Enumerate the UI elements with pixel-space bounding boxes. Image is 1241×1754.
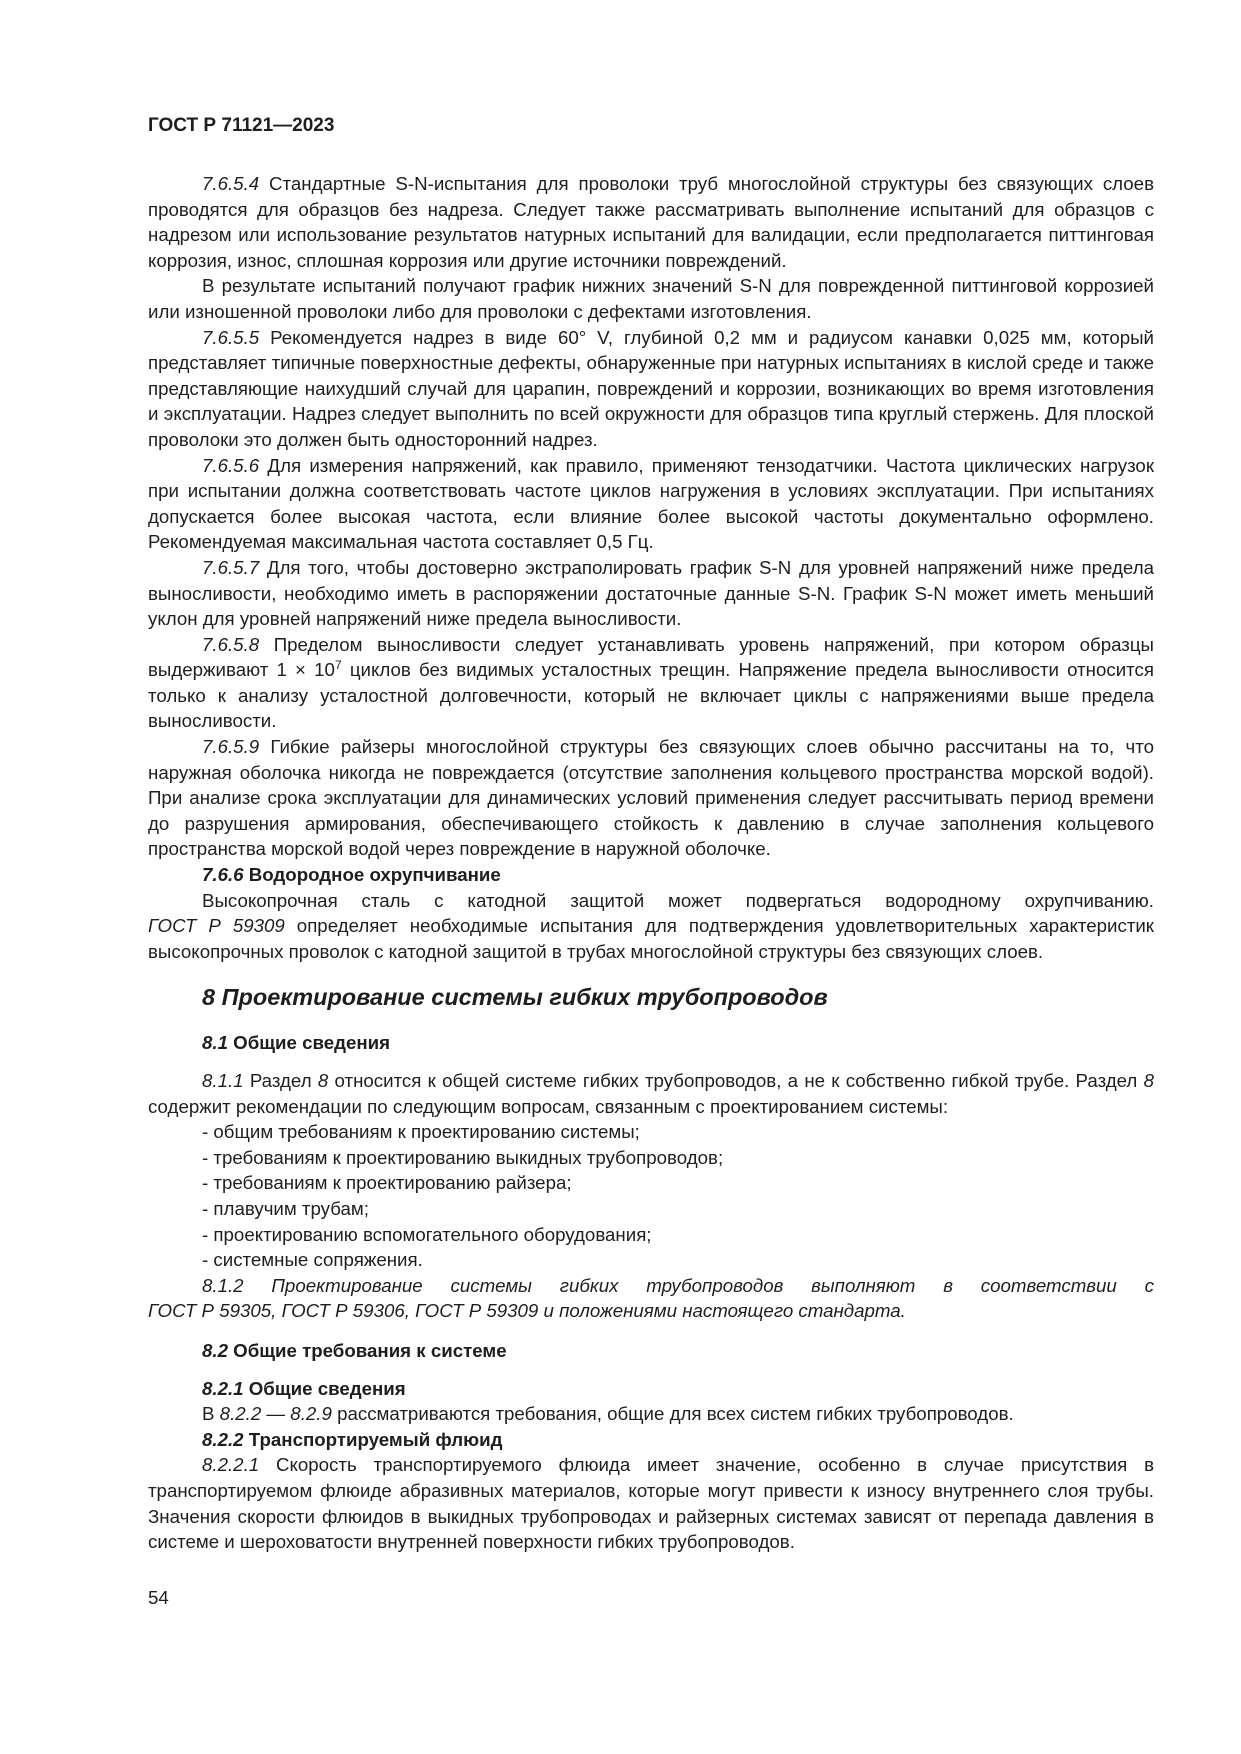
paragraph-7-6-5-7: 7.6.5.7 Для того, чтобы достоверно экстраполировать график S-N для уровней напряжений ниже предела выносливости, необходимо иметь в распоряжении достаточные данные S-N. График S-N может иметь меньший уклон для уровней напряжений ниже предела выносливости. — [148, 556, 1154, 630]
paragraph-7-6-5-4-result: В результате испытаний получают график нижних значений S-N для поврежденной питтинговой коррозией или изношенной проволоки либо для проволоки с дефектами изготовления. — [148, 275, 1154, 322]
heading-8-2-2: 8.2.2 Транспортируемый флюид — [202, 1428, 503, 1450]
clause-number: 7.6.6 — [202, 864, 244, 886]
exponent: 7 — [334, 658, 342, 673]
paragraph-7-6-5-6: 7.6.5.6 Для измерения напряжений, как правило, применяют тензодатчики. Частота циклических нагрузок при испытании должна соответствовать частоте циклов нагружения в условиях эксплуатации. При испытаниях допускается более высокая частота, если влияние более высокой частоты документально оформлено. Рекомендуемая максимальная частота составляет 0,5 Гц. — [148, 454, 1154, 553]
clause-number: 8.1.1 — [202, 1070, 244, 1091]
paragraph-8-1-1: 8.1.1 Раздел 8 относится к общей системе гибких трубопроводов, а не к собственно гибкой трубе. Раздел 8 содержит рекомендации по следующим вопросам, связанным с проектированием системы: — [148, 1070, 1154, 1117]
document-body — [148, 171, 1154, 1555]
paragraph-7-6-5-4: 7.6.5.4 Стандартные S-N-испытания для проволоки труб многослойной структуры без связующих слоев проводятся для образцов без надреза. Следует также рассматривать выполнение испытаний для образцов с надрезом или использование результатов натурных испытаний для валидации, если предполагается питтинговая коррозия, износ, сплошная коррозия или другие источники повреждений. — [148, 173, 1154, 271]
heading-7-6-6: 7.6.6 Водородное охрупчивание — [202, 864, 501, 886]
list-item: - требованиям к проектированию выкидных трубопроводов; — [202, 1146, 724, 1168]
paragraph-7-6-5-8: 7.6.5.8 Пределом выносливости следует устанавливать уровень напряжений, при котором образцы выдерживают $1 \times 10^7$ циклов без видимых усталостных трещин. Напряжение предела выносливости относится только к анализу усталостной долговечности, который не включает циклы с напряжениями выше предела выносливости. — [148, 633, 1154, 732]
clause-reference: 8.2.2 — 8.2.9 — [219, 1403, 332, 1425]
paragraph-7-6-5-9: 7.6.5.9 Гибкие райзеры многослойной структуры без связующих слоев обычно рассчитаны на то, что наружная оболочка никогда не повреждается (отсутствие заполнения кольцевого пространства морской водой). При анализе срока эксплуатации для динамических условий применения следует рассчитывать период времени до разрушения армирования, обеспечивающего стойкость к давлению в случае заполнения кольцевого пространства морской водой через повреждение в наружной оболочке. — [148, 736, 1154, 860]
clause-number: 8.2.2.1 — [202, 1454, 260, 1476]
heading-8-2-1: 8.2.1 Общие сведения — [202, 1377, 406, 1399]
heading-8-1: 8.1 Общие сведения — [202, 1032, 391, 1054]
clause-number: 7.6.5.8 — [202, 633, 260, 655]
clause-number: 8.2 — [202, 1339, 228, 1361]
section-8-title: 8 Проектирование системы гибких трубопроводов — [202, 984, 828, 1011]
paragraph-8-2-1: В 8.2.2 — 8.2.9 рассматриваются требования, общие для всех систем гибких трубопроводов. — [202, 1403, 1014, 1425]
list-item: - системные сопряжения. — [202, 1249, 423, 1271]
clause-number: 8.1 — [202, 1032, 228, 1054]
paragraph-7-6-6-rest: ГОСТ Р 59309 определяет необходимые испытания для подтверждения удовлетворительных характеристик высокопрочных проволок с катодной защитой в трубах многослойной структуры без связующих слоев. — [148, 915, 1154, 962]
page-number: 54 — [148, 1587, 169, 1608]
list-item: - плавучим трубам; — [202, 1197, 369, 1219]
list-item: - общим требованиям к проектированию системы; — [202, 1121, 640, 1143]
clause-number: 7.6.5.9 — [202, 736, 260, 758]
list-item: - проектированию вспомогательного оборудования; — [202, 1223, 652, 1245]
list-item: - требованиям к проектированию райзера; — [202, 1172, 572, 1194]
clause-number: 8.2.2 — [202, 1428, 244, 1450]
clause-number: 8.2.1 — [202, 1377, 244, 1399]
paragraph-7-6-5-5: 7.6.5.5 Рекомендуется надрез в виде 60° V, глубиной 0,2 мм и радиусом канавки 0,025 мм, который представляет типичные поверхностные дефекты, обнаруженные при натурных испытаниях в кислой среде и также представляющие наихудший случай для царапин, повреждений и коррозии, возникающих во время изготовления и эксплуатации. Надрез следует выполнить по всей окружности для образцов типа круглый стержень. Для плоской проволоки это должен быть односторонний надрез. — [148, 326, 1154, 450]
paragraph-8-1-2-line1: 8.1.2 Проектирование системы гибких трубопроводов выполняют в соответствии с — [202, 1274, 1154, 1296]
paragraph-8-1-2-line2: ГОСТ Р 59305, ГОСТ Р 59306, ГОСТ Р 59309 и положениями настоящего стандарта. — [148, 1300, 906, 1322]
clause-number: 7.6.5.5 — [202, 326, 260, 348]
clause-number: 7.6.5.7 — [202, 556, 260, 578]
document-header: ГОСТ Р 71121—2023 — [148, 115, 335, 136]
paragraph-7-6-6-line1: Высокопрочная сталь с катодной защитой может подвергаться водородному охрупчиванию. — [202, 889, 1154, 911]
clause-number: 7.6.5.4 — [202, 173, 260, 194]
paragraph-8-2-2-1: 8.2.2.1 Скорость транспортируемого флюида имеет значение, особенно в случае присутствия в транспортируемом флюиде абразивных материалов, которые могут привести к износу внутреннего слоя трубы. Значения скорости флюидов в выкидных трубопроводах и райзерных системах зависят от перепада давления в системе и шероховатости внутренней поверхности гибких трубопроводов. — [148, 1454, 1154, 1553]
heading-8-2: 8.2 Общие требования к системе — [202, 1339, 507, 1361]
clause-number: 7.6.5.6 — [202, 454, 260, 476]
standard-reference: ГОСТ Р 59309 — [148, 915, 285, 937]
